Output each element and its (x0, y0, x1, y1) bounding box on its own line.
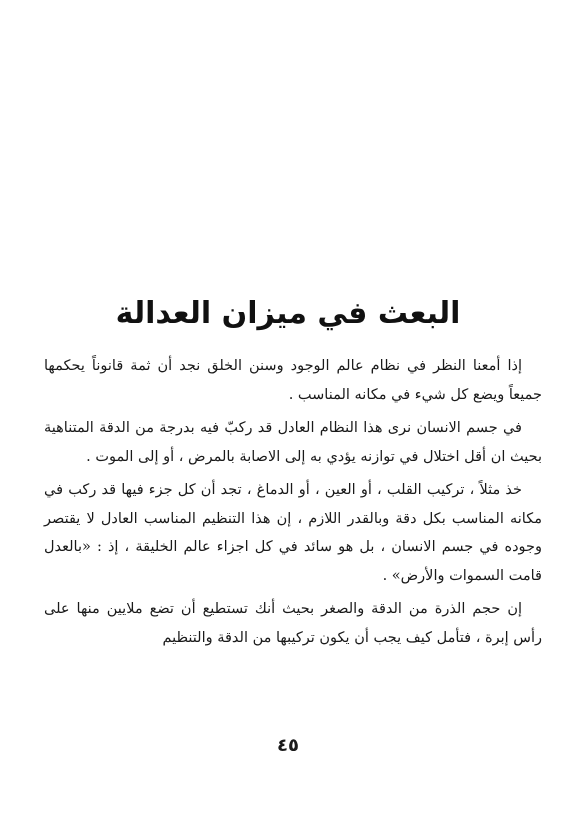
paragraph-4: إن حجم الذرة من الدقة والصغر بحيث أنك تستطيع أن تضع ملايين منها على رأس إبرة ، فتأمل كيف يجب أن يكون تركيبها من الدقة والتنظيم (44, 601, 542, 646)
page-number: ٤٥ (277, 735, 299, 756)
paragraph-2: في جسم الانسان نرى هذا النظام العادل قد ركبّ فيه بدرجة من الدقة المتناهية بحيث ان أقل اختلال في توازنه يؤدي به إلى الاصابة بالمرض ، أو إلى الموت . (44, 420, 542, 465)
body-text (44, 352, 542, 657)
paragraph-1: إذا أمعنا النظر في نظام عالم الوجود وسنن الخلق نجد أن ثمة قانوناً يحكمها جميعاً ويضع كل شيء في مكانه المناسب . (44, 358, 542, 403)
paragraph-3: خذ مثلاً ، تركيب القلب ، أو العين ، أو الدماغ ، تجد أن كل جزء فيها قد ركب في مكانه المناسب بكل دقة وبالقدر اللازم ، إن هذا التنظيم المناسب العادل لا يقتصر وجوده في جسم الانسان ، بل هو سائد في كل اجزاء عالم الخليقة ، إذ : «بالعدل قامت السموات والأرض» . (44, 482, 542, 584)
chapter-title: البعث في ميزان العدالة (115, 296, 461, 332)
